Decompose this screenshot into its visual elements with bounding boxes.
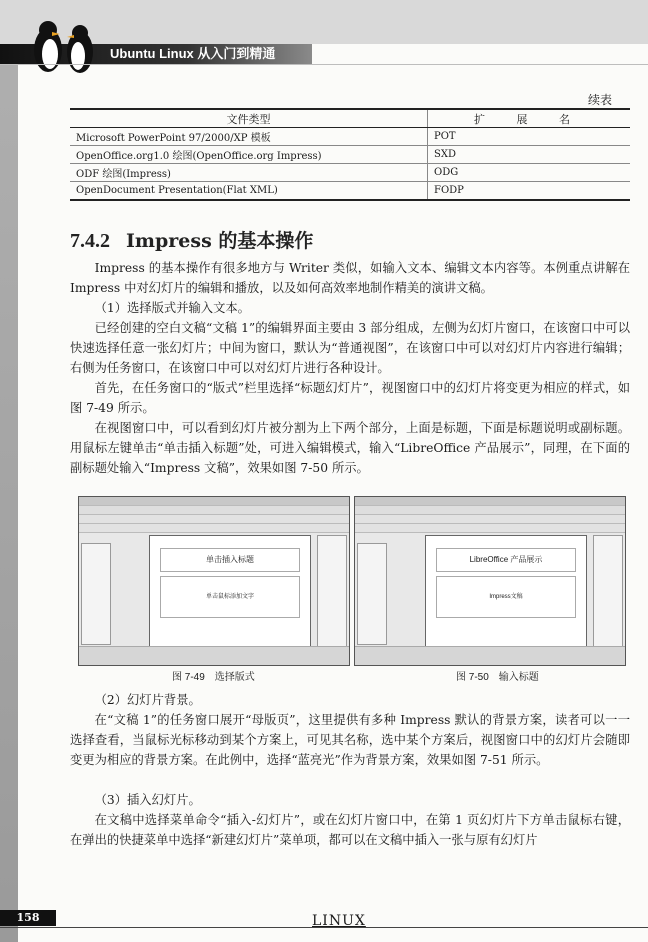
body-paragraph: 在视图窗口中，可以看到幻灯片被分割为上下两个部分，上面是标题，下面是标题说明或副标题。用鼠标左键单击“单击插入标题”处，可进入编辑模式，输入“LibreOffice 产品展示”，同理，在下面的副标题处输入“Impress 文稿”，效果如图 7-50 所示。 xyxy=(70,421,630,475)
slide-title-placeholder: LibreOffice 产品展示 xyxy=(436,548,576,572)
slide-canvas xyxy=(425,535,587,647)
toolbar xyxy=(79,524,349,533)
toolbar xyxy=(79,515,349,524)
window-titlebar xyxy=(79,497,349,506)
table-cell: ODF 绘图(Impress) xyxy=(70,164,428,182)
slide-canvas xyxy=(149,535,311,647)
table-cell: SXD xyxy=(428,146,631,164)
task-pane xyxy=(593,535,623,647)
table-continued-label: 续表 xyxy=(588,93,613,107)
penguin-logo-icon xyxy=(20,16,112,76)
body-paragraph: Impress 的基本操作有很多地方与 Writer 类似，如输入文本、编辑文本内容等。本例重点讲解在 Impress 中对幻灯片的编辑和播放，以及如何高效率地制作精美的演讲文稿。 xyxy=(70,261,630,295)
table-row xyxy=(70,182,630,201)
figure-7-50-screenshot xyxy=(354,496,626,666)
toolbar xyxy=(355,515,625,524)
drawing-toolbar xyxy=(79,646,349,665)
body-paragraph: 首先，在任务窗口的“版式”栏里选择“标题幻灯片”，视图窗口中的幻灯片将变更为相应的样式，如图 7-49 所示。 xyxy=(70,381,630,415)
body-paragraph: 在“文稿 1”的任务窗口展开“母版页”，这里提供有多种 Impress 默认的背景方案，读者可以一一选择查看，当鼠标光标移动到某个方案上，可见其名称，选中某个方案后，视图窗口中的幻灯片会随即变更为相应的背景方案。在此例中，选择“蓝亮光”作为背景方案，效果如图 7-51 所示。 xyxy=(70,713,630,767)
page-edge-strip xyxy=(0,0,18,942)
table-cell: Microsoft PowerPoint 97/2000/XP 模板 xyxy=(70,128,428,146)
body-paragraph: 在文稿中选择菜单命令“插入-幻灯片”，或在幻灯片窗口中，在第 1 页幻灯片下方单击鼠标右键，在弹出的快捷菜单中选择“新建幻灯片”菜单项，都可以在文稿中插入一张与原有幻灯片 xyxy=(70,813,630,847)
slide-title-placeholder: 单击插入标题 xyxy=(160,548,300,572)
window-titlebar xyxy=(355,497,625,506)
menu-bar xyxy=(79,506,349,515)
column-header-ext: 扩 展 名 xyxy=(428,109,631,128)
task-pane xyxy=(317,535,347,647)
table-row xyxy=(70,128,630,146)
body-paragraph: （3）插入幻灯片。 xyxy=(94,793,201,807)
footer-logo: LINUX xyxy=(312,913,366,929)
figure-7-49-screenshot xyxy=(78,496,350,666)
table-header-row xyxy=(70,109,630,128)
section-number: 7.4.2 xyxy=(70,230,110,252)
body-paragraph: （2）幻灯片背景。 xyxy=(94,693,201,707)
column-header-type: 文件类型 xyxy=(70,109,428,128)
table-row xyxy=(70,164,630,182)
table-cell: OpenDocument Presentation(Flat XML) xyxy=(70,182,428,201)
figure-7-49-caption: 图 7-49 选择版式 xyxy=(172,672,255,683)
body-paragraph: 已经创建的空白文稿“文稿 1”的编辑界面主要由 3 部分组成，左侧为幻灯片窗口，在该窗口中可以快速选择任意一张幻灯片；中间为窗口，默认为“普通视图”，在该窗口中可以对幻灯片内容进行编辑；右侧为任务窗口，在该窗口中可以对幻灯片进行各种设计。 xyxy=(70,321,630,375)
table-cell: FODP xyxy=(428,182,631,201)
slide-pane xyxy=(357,543,387,645)
page-number: 158 xyxy=(0,910,56,926)
slide-subtitle-placeholder: 单击鼠标添加文字 xyxy=(160,576,300,618)
section-title: Impress 的基本操作 xyxy=(126,230,314,252)
section-heading xyxy=(70,226,313,253)
figure-7-50-caption: 图 7-50 输入标题 xyxy=(456,672,539,683)
toolbar xyxy=(355,524,625,533)
table-cell: POT xyxy=(428,128,631,146)
table-row xyxy=(70,146,630,164)
header-title: Ubuntu Linux 从入门到精通 xyxy=(110,46,276,61)
table-cell: OpenOffice.org1.0 绘图(OpenOffice.org Impress) xyxy=(70,146,428,164)
table-cell: ODG xyxy=(428,164,631,182)
body-paragraph: （1）选择版式并输入文本。 xyxy=(94,301,250,315)
slide-subtitle-placeholder: Impress文稿 xyxy=(436,576,576,618)
slide-pane xyxy=(81,543,111,645)
header-rule xyxy=(0,64,648,65)
file-type-table xyxy=(70,108,630,201)
drawing-toolbar xyxy=(355,646,625,665)
menu-bar xyxy=(355,506,625,515)
